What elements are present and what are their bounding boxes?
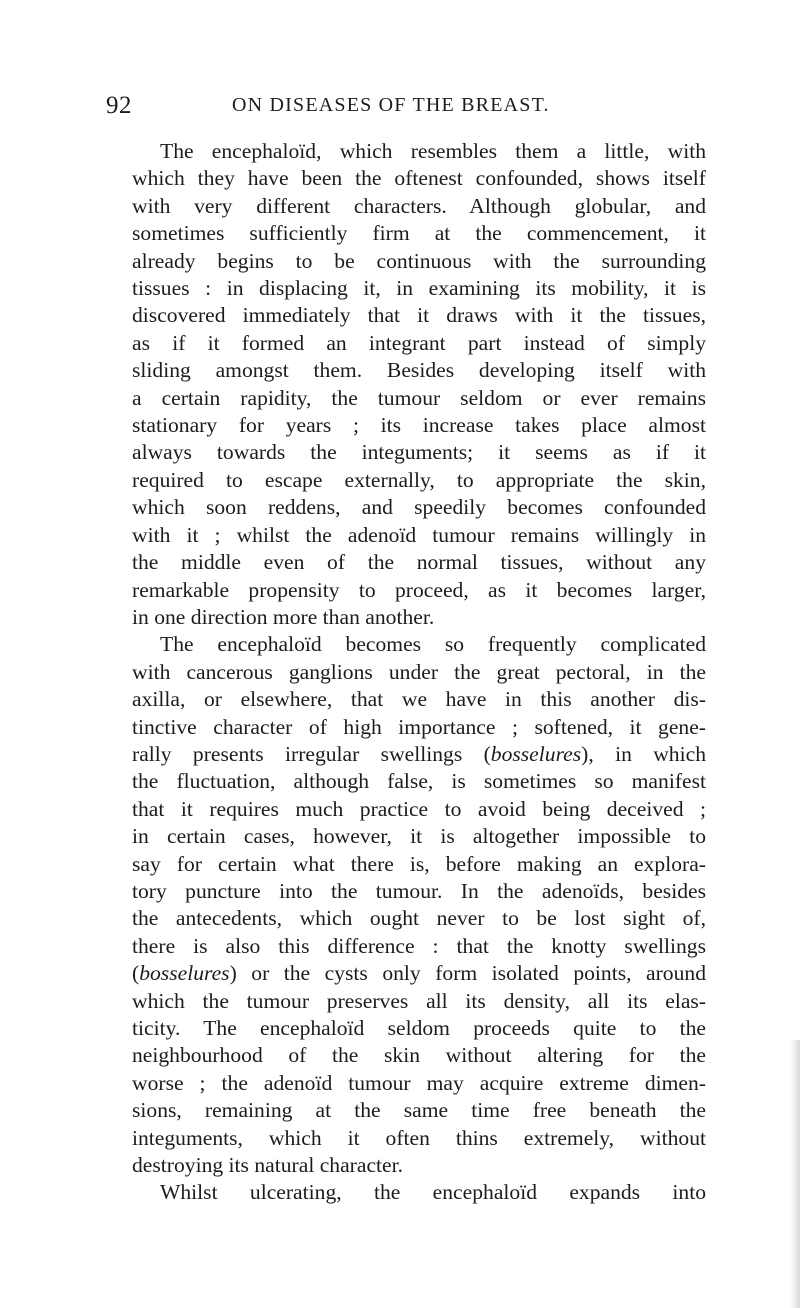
page-edge-shadow: [790, 1040, 800, 1308]
paragraph-2: [132, 631, 706, 1179]
text-line: already begins to be continuous with the surrounding: [132, 248, 706, 273]
text-line: discovered immediately that it draws with it the tissues,: [132, 303, 706, 328]
text-line: the antecedents, which ought never to be lost sight of,: [132, 906, 706, 931]
text-line: stationary for years ; its increase takes place almost: [132, 413, 706, 438]
text-line: always towards the integuments; it seems as if it: [132, 440, 706, 465]
text-line: neighbourhood of the skin without altering for the: [132, 1043, 706, 1068]
running-title: ON DISEASES OF THE BREAST.: [232, 94, 550, 116]
text-line: ticity. The encephaloïd seldom proceeds quite to the: [132, 1016, 706, 1040]
text-line-with-italic: [132, 741, 706, 768]
text-line: worse ; the adenoïd tumour may acquire extreme dimen-: [132, 1070, 706, 1095]
text-line: The encephaloïd, which resembles them a little, with: [160, 139, 706, 163]
text-line: the middle even of the normal tissues, without any: [132, 550, 706, 575]
text-line: say for certain what there is, before making an explora-: [132, 851, 706, 876]
paragraph-1: [132, 138, 706, 631]
text-line: with cancerous ganglions under the great pectoral, in the: [132, 659, 706, 684]
text-line: Whilst ulcerating, the encephaloïd expands into: [160, 1180, 706, 1205]
text-line: integuments, which it often thins extremely, without: [132, 1125, 706, 1150]
text-line: tinctive character of high importance ; softened, it gene-: [132, 714, 706, 739]
text-segment: ), in which: [581, 741, 706, 766]
text-line: remarkable propensity to proceed, as it becomes larger,: [132, 577, 706, 602]
text-segment: rally presents irregular swellings (: [132, 741, 491, 766]
text-line: which soon reddens, and speedily becomes confounded: [132, 495, 706, 520]
text-line: the fluctuation, although false, is sometimes so manifest: [132, 769, 706, 794]
text-line: tory puncture into the tumour. In the adenoïds, besides: [132, 878, 706, 903]
body-text: [132, 138, 706, 1207]
text-line: sometimes sufficiently firm at the commencement, it: [132, 221, 706, 246]
text-line: in certain cases, however, it is altogether impossible to: [132, 824, 706, 849]
text-line: with it ; whilst the adenoïd tumour remains willingly in: [132, 522, 706, 547]
italic-term: bosselures: [139, 961, 230, 986]
text-line: which the tumour preserves all its density, all its elas-: [132, 988, 706, 1013]
text-line: destroying its natural character.: [132, 1153, 404, 1178]
text-line: which they have been the oftenest confounded, shows itself: [132, 166, 706, 191]
text-line: that it requires much practice to avoid being deceived ;: [132, 796, 706, 821]
text-line: sliding amongst them. Besides developing itself with: [132, 358, 706, 383]
text-line: The encephaloïd becomes so frequently complicated: [160, 632, 706, 657]
text-line-with-italic: [132, 960, 706, 987]
italic-term: bosselures: [490, 741, 582, 766]
text-line: axilla, or elsewhere, that we have in this another dis-: [132, 687, 706, 712]
text-segment: (: [132, 961, 140, 986]
text-segment: ) or the cysts only form isolated points, around: [229, 961, 706, 986]
text-line: with very different characters. Although globular, and: [132, 193, 706, 218]
text-line: sions, remaining at the same time free beneath the: [132, 1098, 706, 1123]
text-line: there is also this difference : that the knotty swellings: [132, 933, 706, 958]
page-number: 92: [106, 92, 132, 119]
page-header: [106, 92, 696, 122]
text-line: required to escape externally, to appropriate the skin,: [132, 467, 706, 492]
text-line: as if it formed an integrant part instead of simply: [132, 330, 706, 355]
text-line: tissues : in displacing it, in examining its mobility, it is: [132, 276, 706, 301]
text-line: in one direction more than another.: [132, 604, 435, 629]
text-line: a certain rapidity, the tumour seldom or ever remains: [132, 385, 706, 410]
paragraph-3: [132, 1179, 706, 1206]
